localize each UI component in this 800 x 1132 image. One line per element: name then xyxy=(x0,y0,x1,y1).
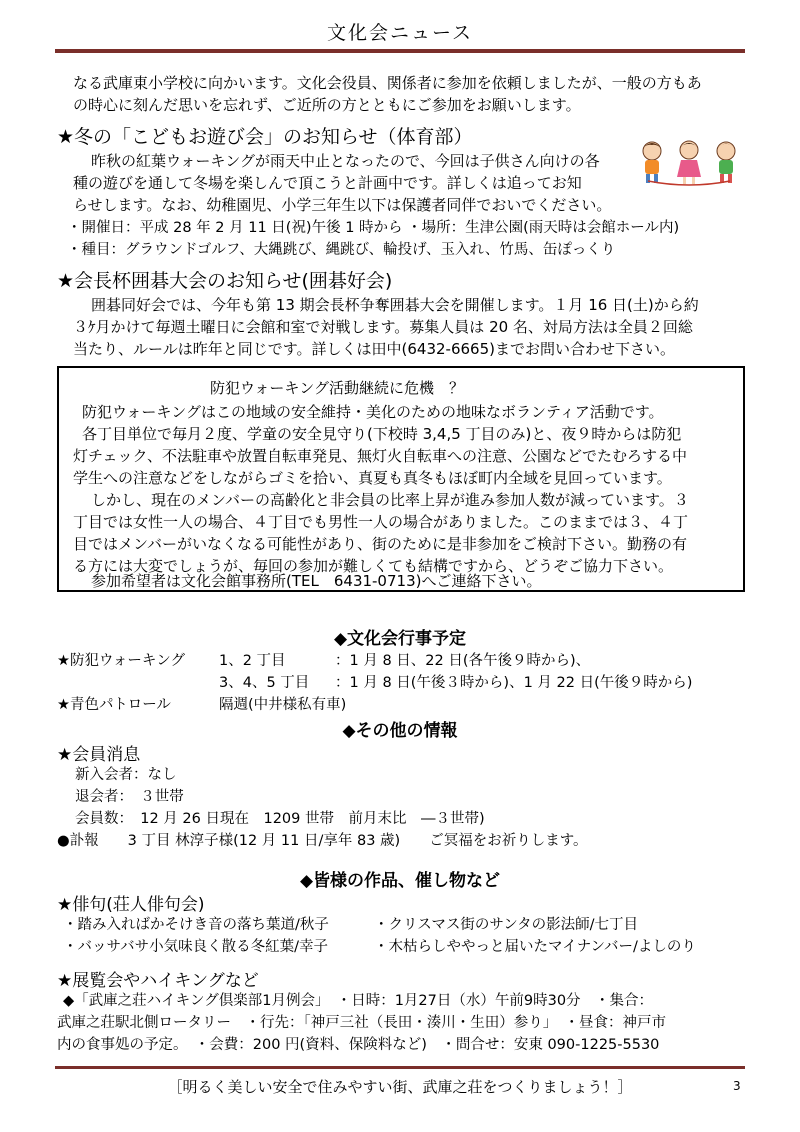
exhibit-title: ★展覧会やハイキングなど xyxy=(57,971,259,991)
members-line: 会員数： 12 月 26 日現在 1209 世帯 前月末比 ―３世帯) xyxy=(75,811,485,827)
intro-line: の時心に刻んだ思いを忘れず、ご近所の方とともにご参加をお願いします。 xyxy=(73,96,581,114)
members-title: ★会員消息 xyxy=(57,745,141,765)
haiku-item: ・バッサバサ小気味良く散る冬紅葉/幸子 xyxy=(63,939,329,955)
crime-box-line: 各丁目単位で毎月２度、学童の安全見守り(下校時 3,4,5 丁目のみ)と、夜９時からは防犯 xyxy=(82,425,682,443)
jump-rope xyxy=(648,181,730,185)
header-title: 文化会ニュース xyxy=(326,22,474,44)
schedule-row-label: ★防犯ウォーキング xyxy=(57,653,185,669)
haiku-item: ・木枯らしややっと届いたマイナンバー/よしのり xyxy=(374,939,696,955)
schedule-row-area: 1、2 丁目 xyxy=(219,653,286,669)
members-line: 新入会者：なし xyxy=(75,767,177,783)
child-figure xyxy=(717,142,735,183)
footer-slogan: ［明るく美しい安全で住みやすい街、武庫之荘をつくりましょう！］ xyxy=(167,1078,633,1096)
footer-rule xyxy=(55,1066,745,1069)
haiku-item: ・踏み入ればかそけき音の落ち葉道/秋子 xyxy=(63,917,329,933)
winter-event-games: ・種目：グラウンドゴルフ、大縄跳び、縄跳び、輪投げ、玉入れ、竹馬、缶ぽっくり xyxy=(67,242,616,258)
page-number: 3 xyxy=(733,1079,741,1093)
exhibit-line: 内の食事処の予定。 ・会費：200 円(資料、保険料など) ・問合せ：安東 090-1225-5530 xyxy=(57,1037,660,1053)
crime-box-line: 灯チェック、不法駐車や放置自転車発見、無灯火自転車への注意、公園などでたむろする中 xyxy=(73,447,687,465)
child-figure xyxy=(677,141,701,184)
go-tournament-line: ３ｹ月かけて毎週土曜日に会館和室で対戦します。募集人員は 20 名、対局方法は全員２回総 xyxy=(73,318,693,336)
haiku-item: ・クリスマス街のサンタの影法師/七丁目 xyxy=(374,917,638,933)
go-tournament-line: 当たり、ルールは昨年と同じです。詳しくは田中(6432-6665)までお問い合わせ下さい。 xyxy=(73,340,675,358)
crime-box-contact: 参加希望者は文化会館事務所(TEL 6431‐0713)へご連絡下さい。 xyxy=(91,572,542,590)
go-tournament-line: 囲碁同好会では、今年も第 13 期会長杯争奪囲碁大会を開催します。１月 16 日(土)から約 xyxy=(91,296,699,314)
works-title: ◆皆様の作品、催し物など xyxy=(299,871,501,891)
winter-event-title: ★冬の「こどもお遊び会」のお知らせ（体育部） xyxy=(57,126,473,148)
members-line: 退会者： ３世帯 xyxy=(75,789,184,805)
crime-box-line: 丁目では女性一人の場合、４丁目でも男性一人の場合がありました。このままでは３、４丁 xyxy=(73,513,689,531)
crime-box-line: 防犯ウォーキングはこの地域の安全維持・美化のための地味なボランティア活動です。 xyxy=(82,403,664,421)
child-figure xyxy=(643,142,661,183)
crime-box-title: 防犯ウォーキング活動継続に危機 ？ xyxy=(210,379,464,397)
exhibit-line: 武庫之荘駅北側ロータリー ・行先：「神戸三社（長田・湊川・生田）参り」 ・昼食：神戸市 xyxy=(57,1015,666,1031)
schedule-row-label: ★青色パトロール xyxy=(57,697,171,713)
header-rule xyxy=(55,49,745,53)
exhibit-line: ◆「武庫之荘ハイキング倶楽部1月例会」 ・日時：1月27日（水）午前9時30分 ・集合： xyxy=(63,993,654,1009)
winter-event-date: ・開催日：平成 28 年 2 月 11 日(祝)午後 1 時から ・場所：生津公園(雨天時は会館ホール内) xyxy=(67,220,680,236)
winter-event-line: 種の遊びを通して冬場を楽しんで頂こうと計画中です。詳しくは追ってお知 xyxy=(73,174,582,192)
winter-event-line: 昨秋の紅葉ウォーキングが雨天中止となったので、今回は子供さん向けの各 xyxy=(91,152,600,170)
crime-box-line: しかし、現在のメンバーの高齢化と非会員の比率上昇が進み参加人数が減っています。３ xyxy=(91,491,689,509)
schedule-row-dates: ：1 月 8 日、22 日(各午後９時から)、 xyxy=(335,653,591,669)
obituary: ●訃報 3 丁目 林淳子様(12 月 11 日/享年 83 歳) ご冥福をお祈りします。 xyxy=(57,833,588,849)
schedule-row-area: 3、4、5 丁目 xyxy=(219,675,310,691)
children-illustration xyxy=(634,137,744,187)
crime-box-line: 目ではメンバーがいなくなる可能性があり、街のために是非参加をご検討下さい。勤務の有 xyxy=(73,535,687,553)
haiku-title: ★俳句(荘人俳句会) xyxy=(57,895,205,915)
schedule-title: ◆文化会行事予定 xyxy=(333,629,467,649)
crime-box-line: 学生への注意などをしながらゴミを拾い、真夏も真冬もほぼ町内全域を見回っています。 xyxy=(73,469,672,487)
schedule-row-area: 隔週(中井様私有車) xyxy=(219,697,347,713)
schedule-row-dates: ：1 月 8 日(午後３時から)、1 月 22 日(午後９時から) xyxy=(335,675,693,691)
winter-event-line: らせします。なお、幼稚園児、小学三年生以下は保護者同伴でおいでください。 xyxy=(73,196,612,214)
other-info-title: ◆その他の情報 xyxy=(342,721,458,741)
intro-line: なる武庫東小学校に向かいます。文化会役員、関係者に参加を依頼しましたが、一般の方もあ xyxy=(73,74,702,92)
crime-box-line: る方には大変でしょうが、毎回の参加が難しくても結構ですから、どうぞご協力下さい。 xyxy=(73,557,674,575)
go-tournament-title: ★会長杯囲碁大会のお知らせ(囲碁好会) xyxy=(57,270,393,292)
